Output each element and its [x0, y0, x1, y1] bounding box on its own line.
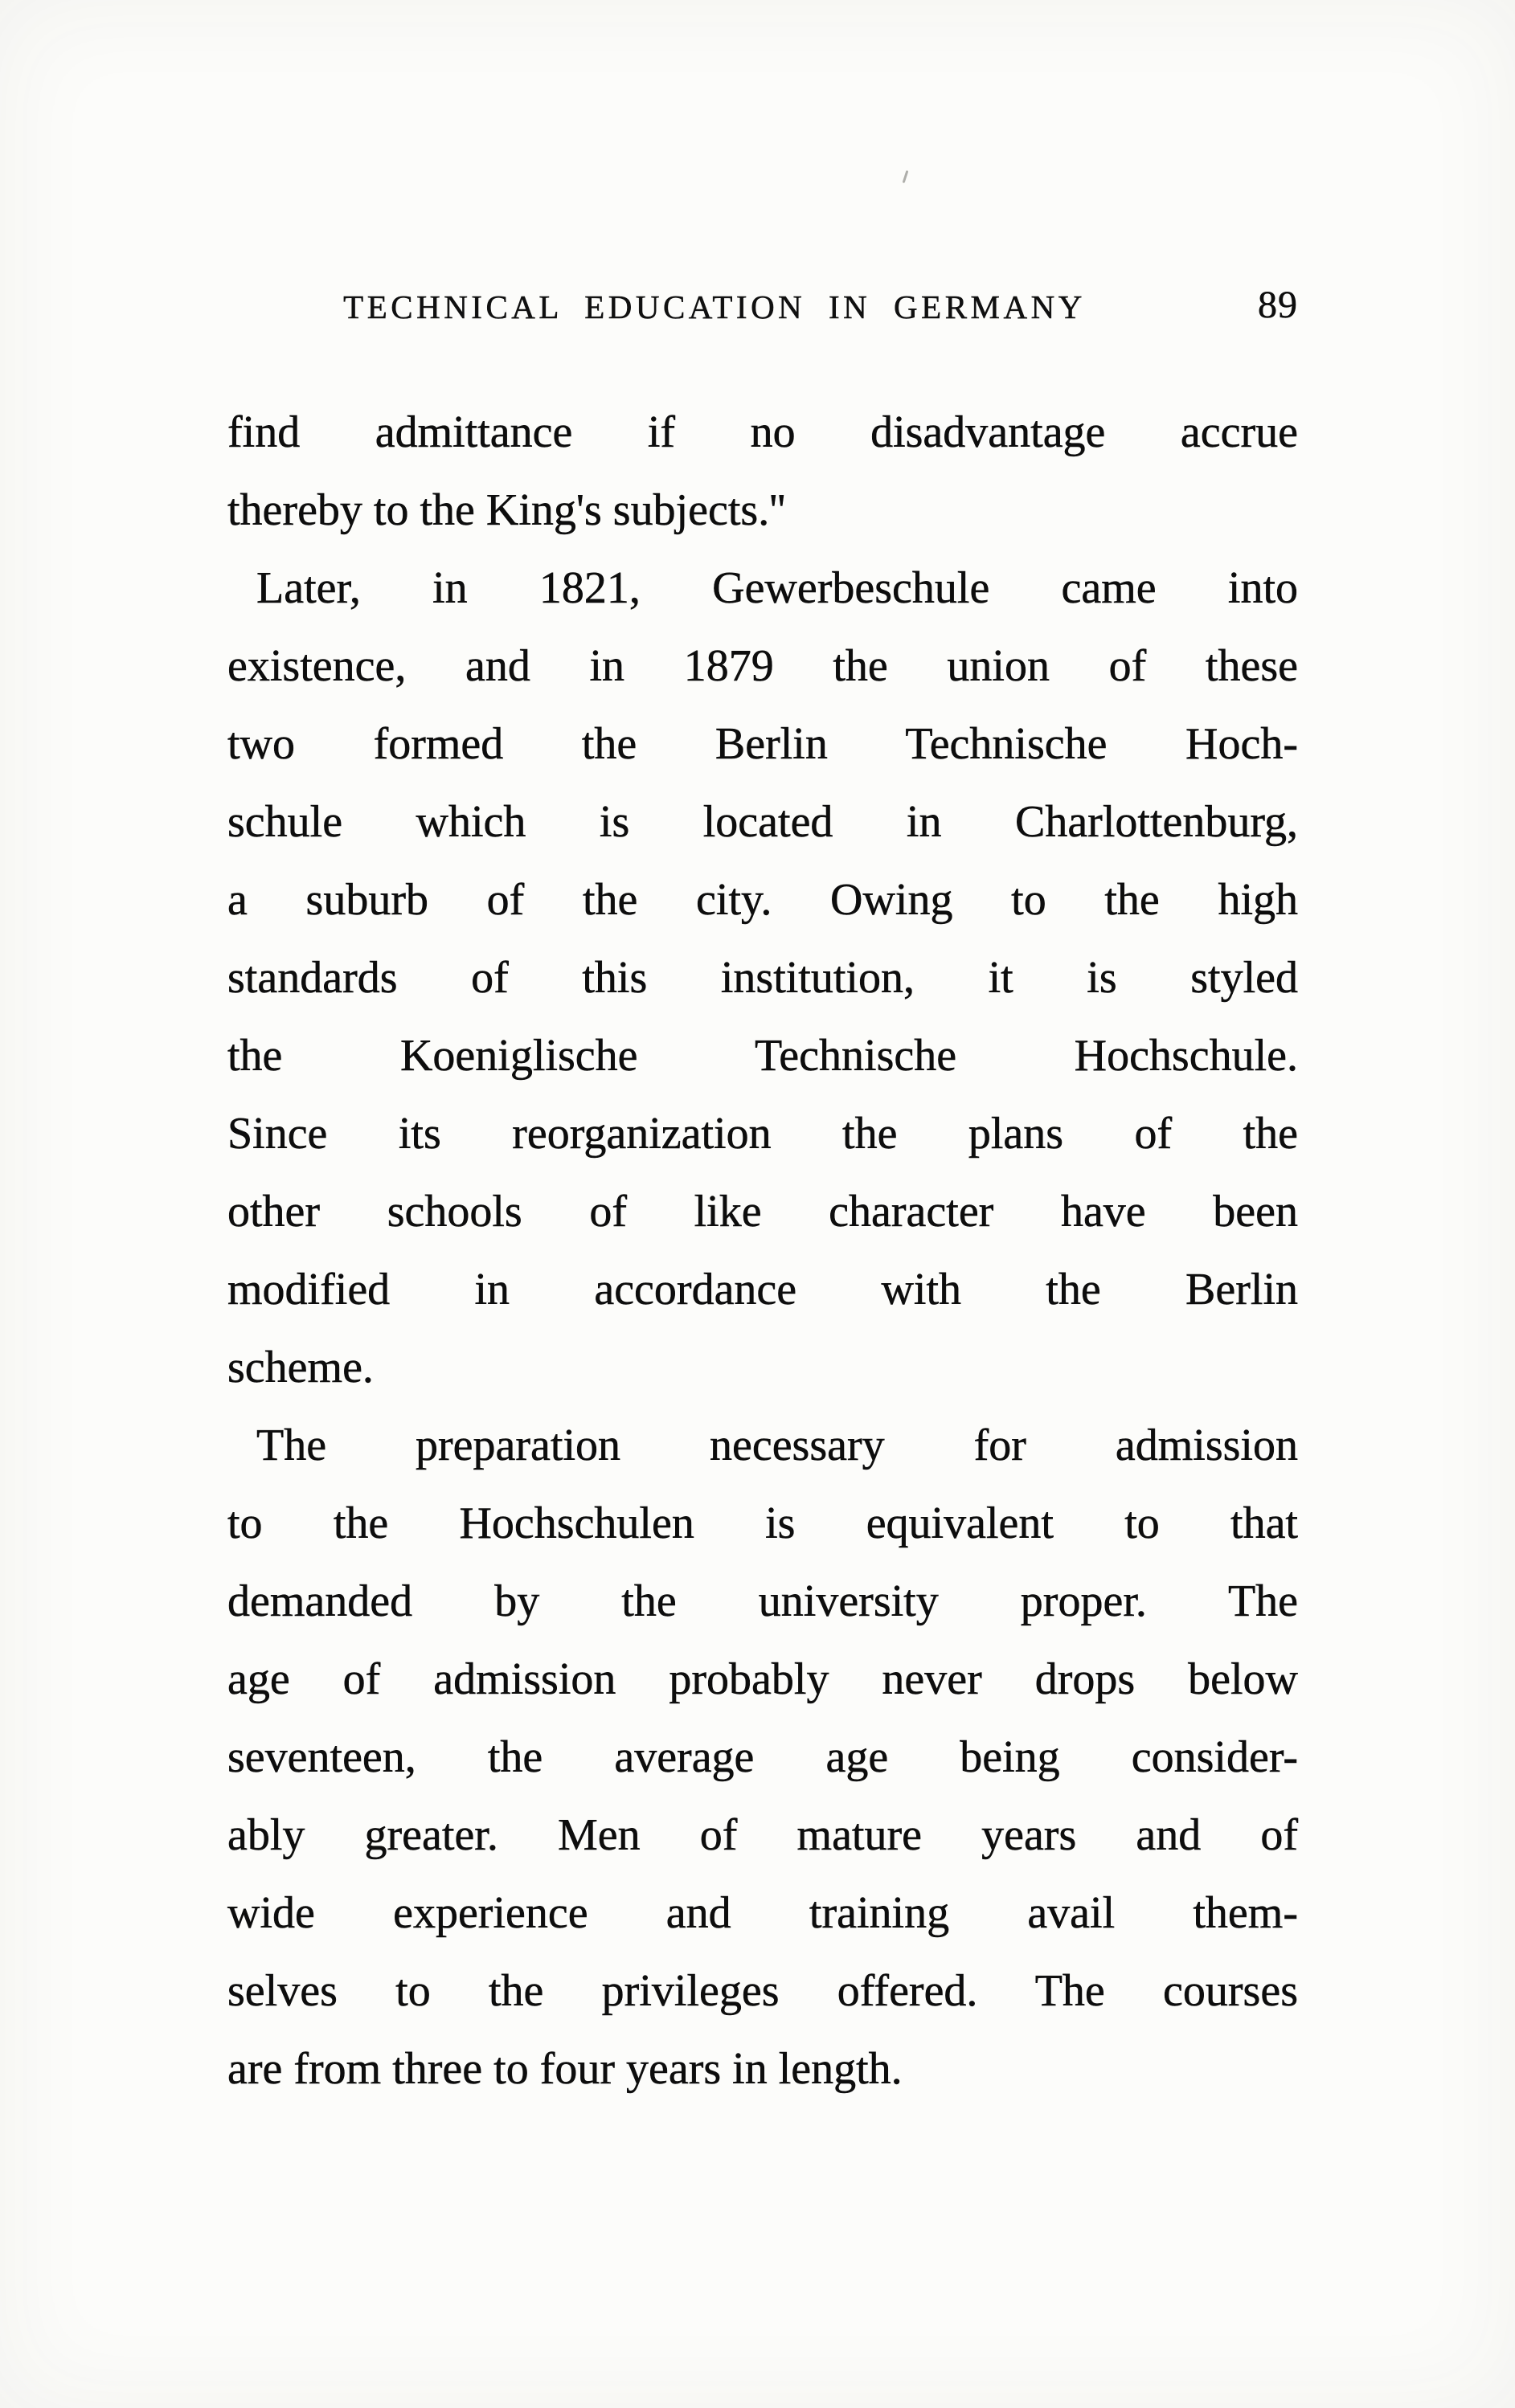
text-line: Since its reorganization the plans of the — [227, 1109, 1298, 1159]
text-line: two formed the Berlin Technische Hoch- — [227, 719, 1298, 769]
text-line: schule which is located in Charlottenburg, — [227, 797, 1298, 847]
paragraph — [227, 550, 1298, 1407]
paragraph — [227, 394, 1298, 550]
running-header — [227, 284, 1298, 337]
page-content — [227, 284, 1298, 2108]
paragraph — [227, 1407, 1298, 2108]
text-line: a suburb of the city. Owing to the high — [227, 875, 1298, 925]
text-line: the Koeniglische Technische Hochschule. — [227, 1031, 1298, 1081]
text-line: existence, and in 1879 the union of these — [227, 641, 1298, 691]
text-line: demanded by the university proper. The — [227, 1576, 1298, 1626]
text-line: The preparation necessary for admission — [256, 1421, 1298, 1470]
running-header-title: TECHNICAL EDUCATION IN GERMANY — [343, 288, 1086, 325]
text-line: Later, in 1821, Gewerbeschule came into — [256, 563, 1298, 613]
body-text — [227, 394, 1298, 2108]
scan-artifact — [903, 170, 909, 183]
text-line: standards of this institution, it is styled — [227, 953, 1298, 1003]
text-line: wide experience and training avail them- — [227, 1888, 1298, 1938]
text-line: other schools of like character have been — [227, 1187, 1298, 1237]
text-line: age of admission probably never drops below — [227, 1654, 1298, 1704]
text-line: seventeen, the average age being consider- — [227, 1732, 1298, 1782]
text-line: selves to the privileges offered. The courses — [227, 1966, 1298, 2016]
text-line: to the Hochschulen is equivalent to that — [227, 1498, 1298, 1548]
text-line: ably greater. Men of mature years and of — [227, 1810, 1298, 1860]
text-line: thereby to the King's subjects.'' — [227, 485, 786, 535]
page-number: 89 — [1258, 284, 1298, 326]
text-line: are from three to four years in length. — [227, 2044, 903, 2094]
text-line: modified in accordance with the Berlin — [227, 1265, 1298, 1314]
text-line: scheme. — [227, 1343, 374, 1392]
text-line: find admittance if no disadvantage accrue — [227, 407, 1298, 457]
